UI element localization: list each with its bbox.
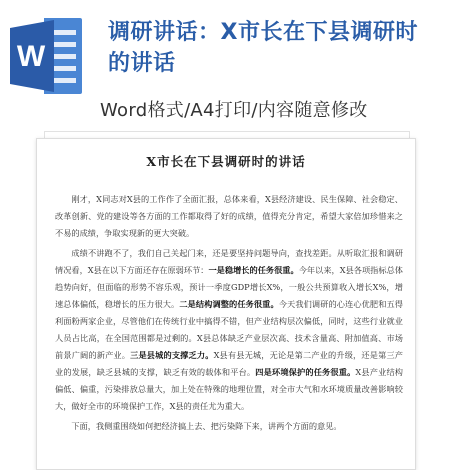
paragraph-3: 下面，我侧重围绕如何把经济搞上去、把污染降下来，讲两个方面的意见。 — [71, 421, 342, 431]
paragraph-2-intro: 成绩不讲跑不了，我们自己关起门来，还是要坚持问题导向，查找差距。从听取汇报和调研情况看，X县在以下方面还存在原弱环节： — [55, 248, 403, 275]
point-2-text: 今天我们调研的心连心优肥和五得利面粉两家企业，尽管他们在传统行业中搞得不错，但产业结构层次偏低，同时，这些行业就业人员占比高，在全国范围都是过剩的。X县总体缺乏产业层次高、技术含量高、附加值高、市场前景广阔的新产业。 — [55, 299, 403, 360]
point-3-heading: 三是县城的支撑乏力。 — [130, 350, 214, 360]
page-title: 调研讲话：X市长在下县调研时的讲话 — [108, 20, 418, 76]
document-preview — [36, 138, 416, 470]
word-app-icon — [10, 16, 82, 96]
paragraph-1: 刚才，X同志对X县的工作作了全面汇报，总体来看，X县经济建设、民生保障、社会稳定、改革创新、党的建设等各方面的工作都取得了好的成绩，值得充分肯定，希望大家倍加珍惜来之不易的成绩，争取实现新的更大突破。 — [55, 194, 403, 238]
document-body — [55, 191, 403, 438]
point-2-heading: 二是结构调整的任务很重。 — [179, 299, 279, 309]
word-icon-letter: W — [16, 40, 46, 73]
point-3-text: X县有县无城，无论是第二产业的升级，还是第三产业的发展，缺乏县城的支撑，缺乏有效的载体和平台。 — [55, 350, 403, 377]
point-1-heading: 一是稳增长的任务很重。 — [208, 265, 299, 275]
format-subtitle: Word格式/A4打印/内容随意修改 — [100, 100, 368, 121]
point-1-text: 今年以来，X县各项指标总体趋势向好，但面临的形势不容乐观，预计一季度GDP增长X%，一般公共预算收入增长X%，增速总体偏低，稳增长的压力很大。 — [55, 265, 403, 309]
header-banner — [0, 0, 450, 138]
point-4-heading: 四是环境保护的任务很重。 — [255, 367, 356, 377]
point-4-text: X县产业结构偏低、偏重，污染排放总量大，加上处在特殊的地理位置，对全市大气和水环境质量改善影响较大，做好全市的环境保护工作，X县的责任尤为重大。 — [55, 367, 403, 411]
paragraph-2 — [55, 245, 403, 415]
document-title: X市长在下县调研时的讲话 — [146, 154, 306, 169]
